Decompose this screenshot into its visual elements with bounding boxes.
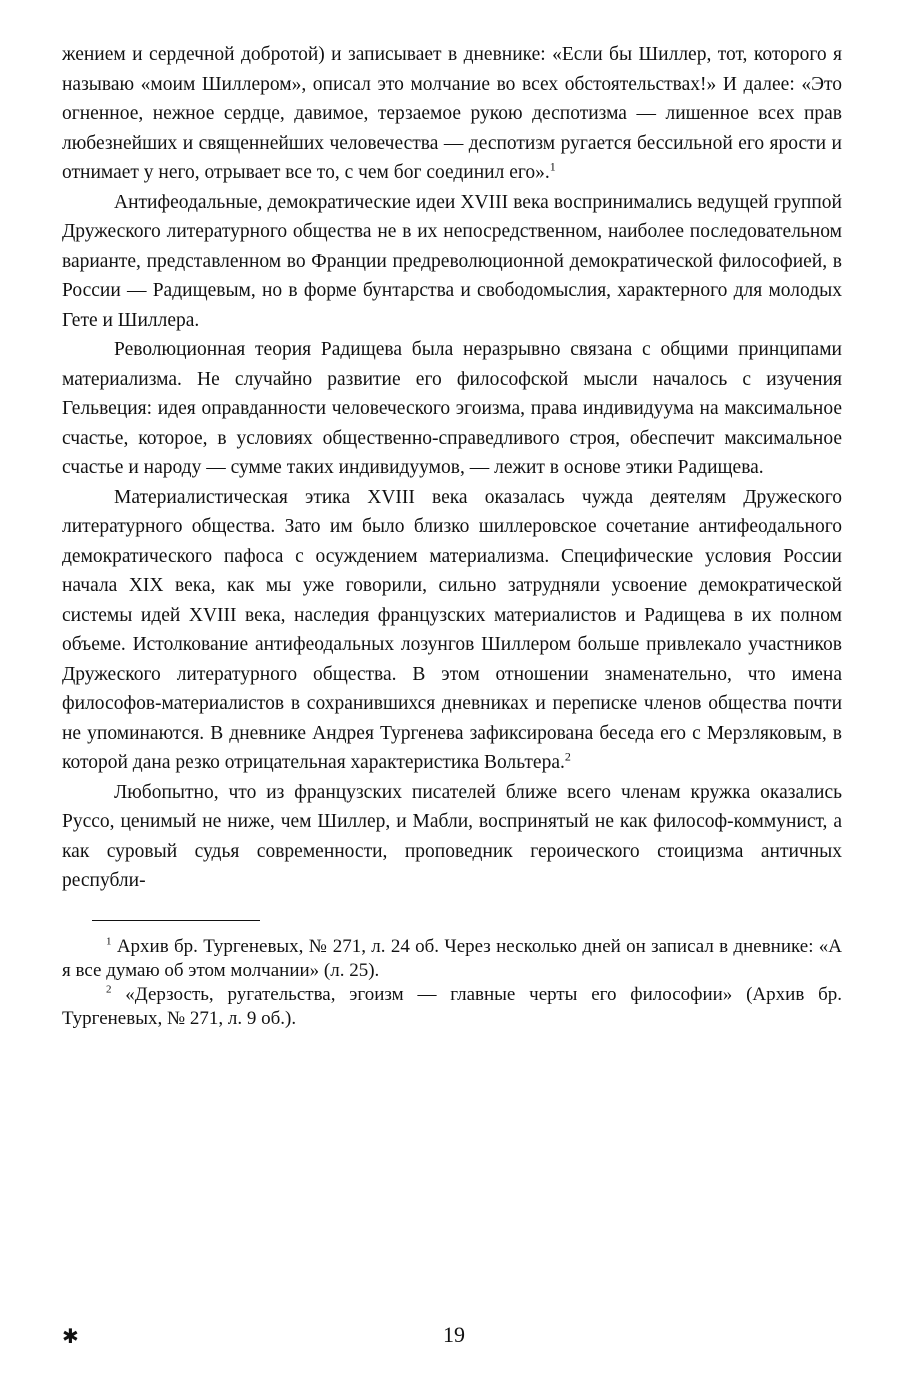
- paragraph-5: [62, 778, 842, 896]
- footnote-ref-2[interactable]: 2: [564, 749, 571, 764]
- footnote-2-text: «Дерзость, ругательства, эгоизм — главные черты его философии» (Архив бр. Тургеневых, № 271, л. 9 об.).: [62, 983, 842, 1029]
- paragraph-4: [62, 483, 842, 778]
- paragraph-5-text: Любопытно, что из французских писателей ближе всего членам кружка оказались Руссо, ценимый не ниже, чем Шиллер, и Мабли, воспринятый не как философ-коммунист, а как суровый судья современности, проповедник героического стоицизма античных республи-: [62, 781, 842, 891]
- footnotes: [62, 935, 842, 1031]
- paragraph-2-text: Антифеодальные, демократические идеи XVIII века воспринимались ведущей группой Дружеского литературного общества не в их непосредственном, наиболее последовательном варианте, представленном во Франции предреволюционной демократической философией, в России — Радищевым, но в форме бунтарства и свободомыслия, характерного для молодых Гете и Шиллера.: [62, 191, 842, 331]
- paragraph-3-text: Революционная теория Радищева была неразрывно связана с общими принципами материализма. Не случайно развитие его философской мысли началось с изучения Гельвеция: идея оправданности человеческого эгоизма, права индивидуума на максимальное счастье, которое, в условиях общественно-справедливого строя, обеспечит максимальное счастье и народу — сумме таких индивидуумов, — лежит в основе этики Радищева.: [62, 339, 842, 478]
- footnote-1-text: Архив бр. Тургеневых, № 271, л. 24 об. Через несколько дней он записал в дневнике: «А я все думаю об этом молчании» (л. 25).: [62, 935, 843, 981]
- page-footer: [0, 1322, 908, 1352]
- footnote-1: [62, 935, 842, 983]
- footnote-2-marker: 2: [106, 983, 112, 996]
- footnote-divider: [92, 920, 260, 921]
- asterisk-mark-icon: ✱: [62, 1324, 79, 1348]
- page-number: 19: [443, 1322, 465, 1347]
- paragraph-1: [62, 40, 842, 188]
- page-body: [62, 40, 842, 1031]
- paragraph-2: [62, 188, 842, 336]
- footnote-2: [62, 983, 842, 1031]
- paragraph-1-text: жением и сердечной добротой) и записывает в дневнике: «Если бы Шиллер, тот, которого я называю «моим Шиллером», описал это молчание во всех обстоятельствах!» И далее: «Это огненное, нежное сердце, давимое, терзаемое рукою деспотизма — лишенное всех прав любезнейших и священнейших человечества — деспотизм ругается бессильной его ярости и отнимает у него, отрывает все то, с чем бог соединил его».: [62, 44, 842, 183]
- footnote-ref-1[interactable]: 1: [549, 159, 556, 174]
- paragraph-3: [62, 335, 842, 483]
- paragraph-4-text: Материалистическая этика XVIII века оказалась чужда деятелям Дружеского литературного общества. Зато им было близко шиллеровское сочетание антифеодального демократического пафоса с осуждением материализма. Специфические условия России начала XIX века, как мы уже говорили, сильно затрудняли усвоение демократической системы идей XVIII века, наследия французских материалистов и Радищева в их полном объеме. Истолкование антифеодальных лозунгов Шиллером больше привлекало участников Дружеского литературного общества. В этом отношении знаменательно, что имена философов-материалистов в сохранившихся дневниках и переписке членов общества почти не упоминаются. В дневнике Андрея Тургенева зафиксирована беседа его с Мерзляковым, в которой дана резко отрицательная характеристика Вольтера.: [62, 486, 842, 773]
- footnote-1-marker: 1: [106, 935, 112, 948]
